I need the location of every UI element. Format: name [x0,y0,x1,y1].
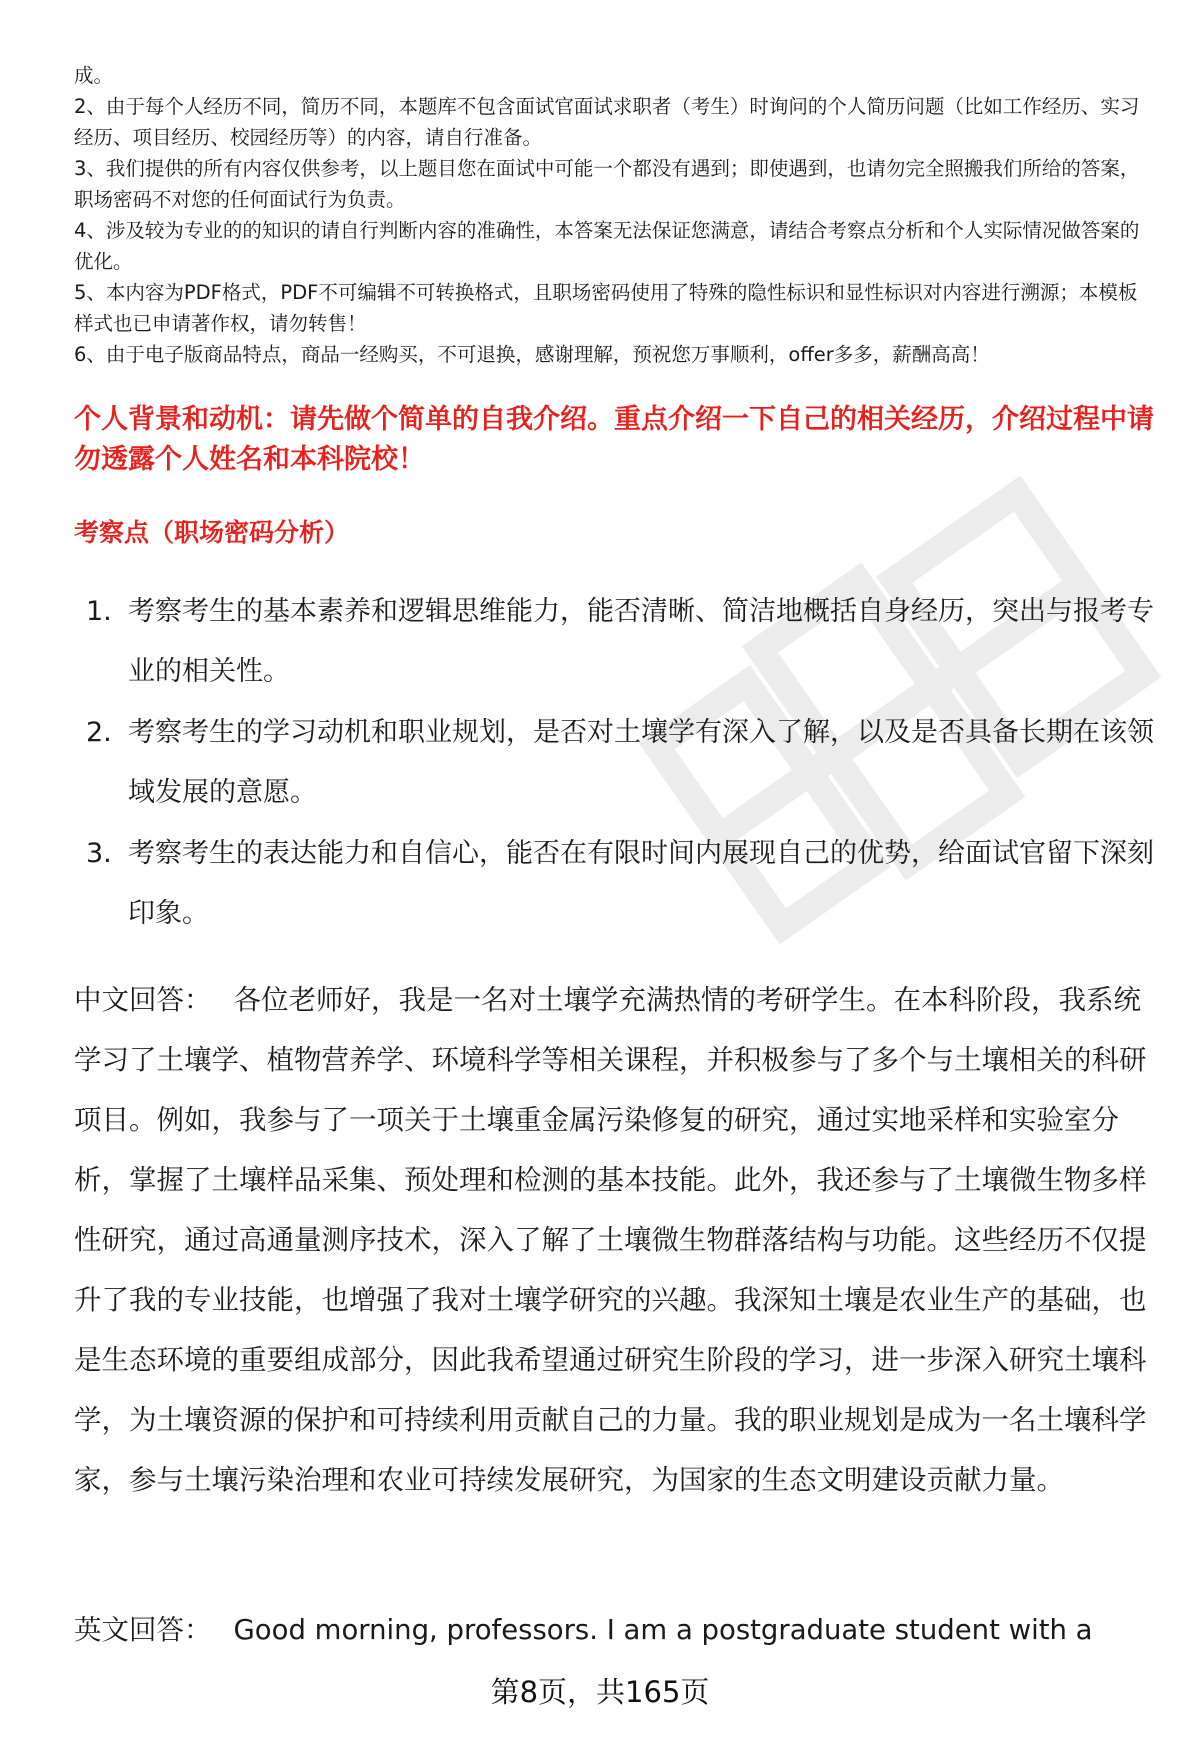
notes-section [74,60,1154,370]
english-answer-label: 英文回答： [74,1614,212,1646]
english-answer-text: Good morning, professors. I am a postgraduate student with a [233,1614,1093,1646]
point-number: 3. [86,838,112,869]
note-line: 6、由于电子版商品特点，商品一经购买，不可退换，感谢理解，预祝您万事顺利，offer多多，薪酬高高！ [74,343,990,366]
analysis-point [74,703,1154,823]
analysis-points [74,582,1154,945]
analysis-title: 考察点（职场密码分析） [74,518,350,547]
point-text: 考察考生的基本素养和逻辑思维能力，能否清晰、简洁地概括自身经历，突出与报考专业的相关性。 [128,596,1154,687]
note-line: 4、涉及较为专业的的知识的请自行判断内容的准确性，本答案无法保证您满意，请结合考察点分析和个人实际情况做答案的优化。 [74,219,1140,273]
point-number: 1. [86,596,112,627]
note-line: 5、本内容为PDF格式，PDF不可编辑不可转换格式，且职场密码使用了特殊的隐性标识和显性标识对内容进行溯源；本模板样式也已申请著作权，请勿转售！ [74,281,1138,335]
english-answer [74,1600,1159,1660]
chinese-answer [74,970,1159,1510]
point-text: 考察考生的表达能力和自信心，能否在有限时间内展现自己的优势，给面试官留下深刻印象。 [128,838,1154,929]
question-title: 个人背景和动机：请先做个简单的自我介绍。重点介绍一下自己的相关经历，介绍过程中请勿透露个人姓名和本科院校！ [74,404,1154,475]
note-line: 成。 [74,64,114,87]
chinese-answer-text: 各位老师好，我是一名对土壤学充满热情的考研学生。在本科阶段，我系统学习了土壤学、植物营养学、环境科学等相关课程，并积极参与了多个与土壤相关的科研项目。例如，我参与了一项关于土壤重金属污染修复的研究，通过实地采样和实验室分析，掌握了土壤样品采集、预处理和检测的基本技能。此外，我还参与了土壤微生物多样性研究，通过高通量测序技术，深入了解了土壤微生物群落结构与功能。这些经历不仅提升了我的专业技能，也增强了我对土壤学研究的兴趣。我深知土壤是农业生产的基础，也是生态环境的重要组成部分，因此我希望通过研究生阶段的学习，进一步深入研究土壤科学，为土壤资源的保护和可持续利用贡献自己的力量。我的职业规划是成为一名土壤科学家，参与土壤污染治理和农业可持续发展研究，为国家的生态文明建设贡献力量。 [74,984,1147,1496]
analysis-point [74,582,1154,702]
page-number: 第8页，共165页 [490,1675,710,1709]
point-number: 2. [86,717,112,748]
point-text: 考察考生的学习动机和职业规划，是否对土壤学有深入了解，以及是否具备长期在该领域发展的意愿。 [128,717,1154,808]
analysis-point [74,824,1154,944]
chinese-answer-label: 中文回答： [74,984,212,1016]
note-line: 3、我们提供的所有内容仅供参考，以上题目您在面试中可能一个都没有遇到；即使遇到，也请勿完全照搬我们所给的答案，职场密码不对您的任何面试行为负责。 [74,157,1140,211]
note-line: 2、由于每个人经历不同，简历不同，本题库不包含面试官面试求职者（考生）时询问的个人简历问题（比如工作经历、实习经历、项目经历、校园经历等）的内容，请自行准备。 [74,95,1140,149]
